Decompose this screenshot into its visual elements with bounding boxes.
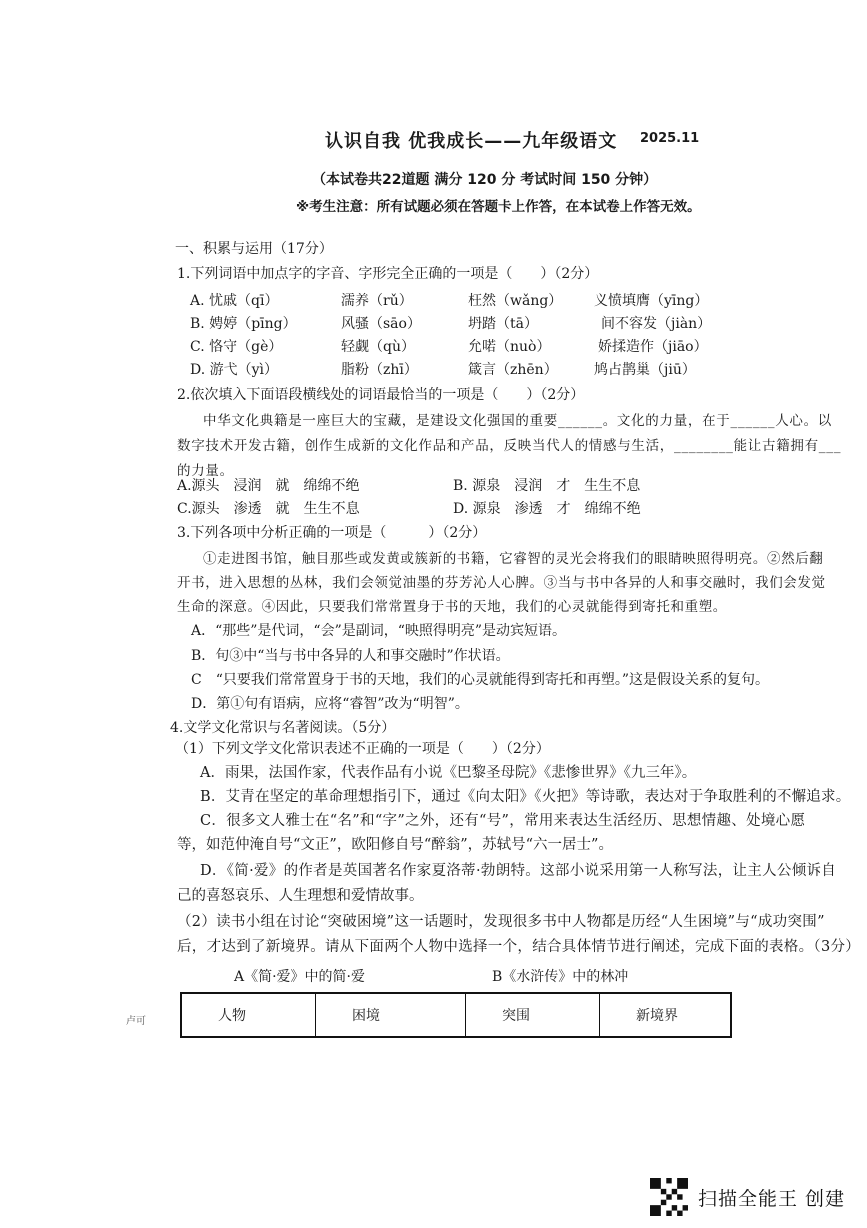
table-header-person: 人物 bbox=[181, 993, 316, 1037]
q2-option-a: A.源头 浸润 就 绵绵不绝 bbox=[177, 478, 360, 494]
q1-word: 箴言（zhēn） bbox=[468, 362, 558, 378]
q4-sub2-stem: （2）读书小组在讨论“突破困境”这一话题时，发现很多书中人物都是历经“人生困境”与“成功突围” bbox=[177, 914, 825, 930]
scanner-watermark bbox=[650, 1178, 845, 1216]
table-header-new-state: 新境界 bbox=[600, 993, 732, 1037]
q2-stem: 2.依次填入下面语段横线处的词语最恰当的一项是（ ）（2分） bbox=[177, 387, 585, 403]
q4-option-b: B．艾青在坚定的革命理想指引下，通过《向太阳》《火把》等诗歌，表达对于争取胜利的不懈追求。 bbox=[200, 789, 851, 805]
q2-option-c: C.源头 渗透 就 生生不息 bbox=[177, 501, 360, 517]
q1-option-b: B. 娉婷（pīng） bbox=[190, 316, 297, 332]
q1-word: 义愤填膺（yīng） bbox=[594, 293, 709, 309]
q1-word: 娇揉造作（jiāo） bbox=[598, 339, 708, 355]
exam-date: 2025.11 bbox=[640, 131, 700, 146]
q4-option-d-cont: 己的喜怒哀乐、人生理想和爱情故事。 bbox=[177, 888, 424, 904]
q3-option-b: B．句③中“当与书中各异的人和事交融时”作状语。 bbox=[191, 648, 510, 664]
q1-word: 濡养（rǔ） bbox=[341, 293, 413, 309]
q1-word: 鸠占鹊巢（jiū） bbox=[594, 362, 696, 378]
table-row bbox=[181, 993, 731, 1037]
q1-word: 脂粉（zhī） bbox=[341, 362, 418, 378]
table-header-breakthrough: 突围 bbox=[466, 993, 600, 1037]
q3-stem: 3.下列各项中分析正确的一项是（ ）（2分） bbox=[177, 525, 487, 541]
q4-option-a: A．雨果，法国作家，代表作品有小说《巴黎圣母院》《悲惨世界》《九三年》。 bbox=[200, 765, 697, 781]
q3-passage: 生命的深意。④因此，只要我们常常置身于书的天地，我们的心灵就能得到寄托和重塑。 bbox=[177, 599, 727, 615]
q4-option-d: D．《简·爱》的作者是英国著名作家夏洛蒂·勃朗特。这部小说采用第一人称写法，让主人公倾诉自 bbox=[200, 863, 837, 879]
q4-sub2-stem: 后，才达到了新境界。请从下面两个人物中选择一个，结合具体情节进行阐述，完成下面的表格。（3分） bbox=[177, 939, 861, 955]
q3-option-a: A．“那些”是代词，“会”是副词，“映照得明亮”是动宾短语。 bbox=[191, 623, 567, 639]
q2-passage: 数字技术开发古籍，创作生成新的文化作品和产品，反映当代人的情感与生活，________能让古籍拥有___ bbox=[177, 438, 842, 454]
q3-passage: 开书，进入思想的丛林，我们会领觉油墨的芬芳沁人心脾。③当与书中各异的人和事交融时，我们会发觉 bbox=[177, 575, 826, 591]
q1-word: 枉然（wǎng） bbox=[468, 293, 563, 309]
answer-table bbox=[180, 992, 732, 1038]
q4-option-c-cont: 等，如范仲淹自号“文正”，欧阳修自号“醉翁”，苏轼号“六一居士”。 bbox=[177, 837, 613, 853]
q2-passage: 中华文化典籍是一座巨大的宝藏，是建设文化强国的重要______。文化的力量，在于______人心。以 bbox=[203, 413, 832, 429]
q4-option-c: C．很多文人雅士在“名”和“字”之外，还有“号”，常用来表达生活经历、思想情趣、处境心愿 bbox=[200, 813, 806, 829]
q1-option-a: A. 忧戚（qī） bbox=[190, 293, 279, 309]
q1-word: 间不容发（jiàn） bbox=[601, 316, 712, 332]
q2-option-b: B. 源泉 浸润 才 生生不息 bbox=[453, 478, 641, 494]
q4-choice-a: A《简·爱》中的简·爱 bbox=[234, 969, 366, 985]
q3-option-c: C “只要我们常常置身于书的天地，我们的心灵就能得到寄托和再塑。”这是假设关系的复句。 bbox=[191, 672, 770, 688]
exam-info: （本试卷共22道题 满分 120 分 考试时间 150 分钟） bbox=[312, 172, 658, 188]
margin-handwriting: 卢可 bbox=[126, 1016, 146, 1027]
scanner-app-name: 扫描全能王 创建 bbox=[698, 1187, 846, 1210]
q1-stem: 1.下列词语中加点字的字音、字形完全正确的一项是（ ）（2分） bbox=[177, 266, 599, 282]
q1-word: 坍踏（tā） bbox=[468, 316, 538, 332]
q1-word: 轻觑（qù） bbox=[341, 339, 415, 355]
q1-word: 风骚（sāo） bbox=[341, 316, 421, 332]
qr-code-icon bbox=[650, 1178, 688, 1216]
q2-option-d: D. 源泉 渗透 才 绵绵不绝 bbox=[453, 501, 641, 517]
q4-stem: 4.文学文化常识与名著阅读。（5分） bbox=[170, 720, 396, 736]
q2-passage: 的力量。 bbox=[177, 463, 234, 479]
exam-notice: ※考生注意：所有试题必须在答题卡上作答，在本试卷上作答无效。 bbox=[296, 199, 701, 215]
q3-option-d: D．第①句有语病，应将“睿智”改为“明智”。 bbox=[191, 696, 469, 712]
q1-option-c: C. 恪守（gè） bbox=[190, 339, 283, 355]
q1-option-d: D. 游弋（yì） bbox=[190, 362, 279, 378]
table-header-dilemma: 困境 bbox=[316, 993, 466, 1037]
exam-title: 认识自我 优我成长——九年级语文 bbox=[325, 131, 618, 152]
q4-sub1-stem: （1）下列文学文化常识表述不正确的一项是（ ）（2分） bbox=[175, 741, 550, 757]
section-title: 一、积累与运用（17分） bbox=[175, 241, 333, 257]
q4-choice-b: B《水浒传》中的林冲 bbox=[492, 969, 629, 985]
q1-word: 允喏（nuò） bbox=[468, 339, 551, 355]
q3-passage: ①走进图书馆，触目那些或发黄或簇新的书籍，它睿智的灵光会将我们的眼睛映照得明亮。②然后翻 bbox=[203, 551, 824, 567]
